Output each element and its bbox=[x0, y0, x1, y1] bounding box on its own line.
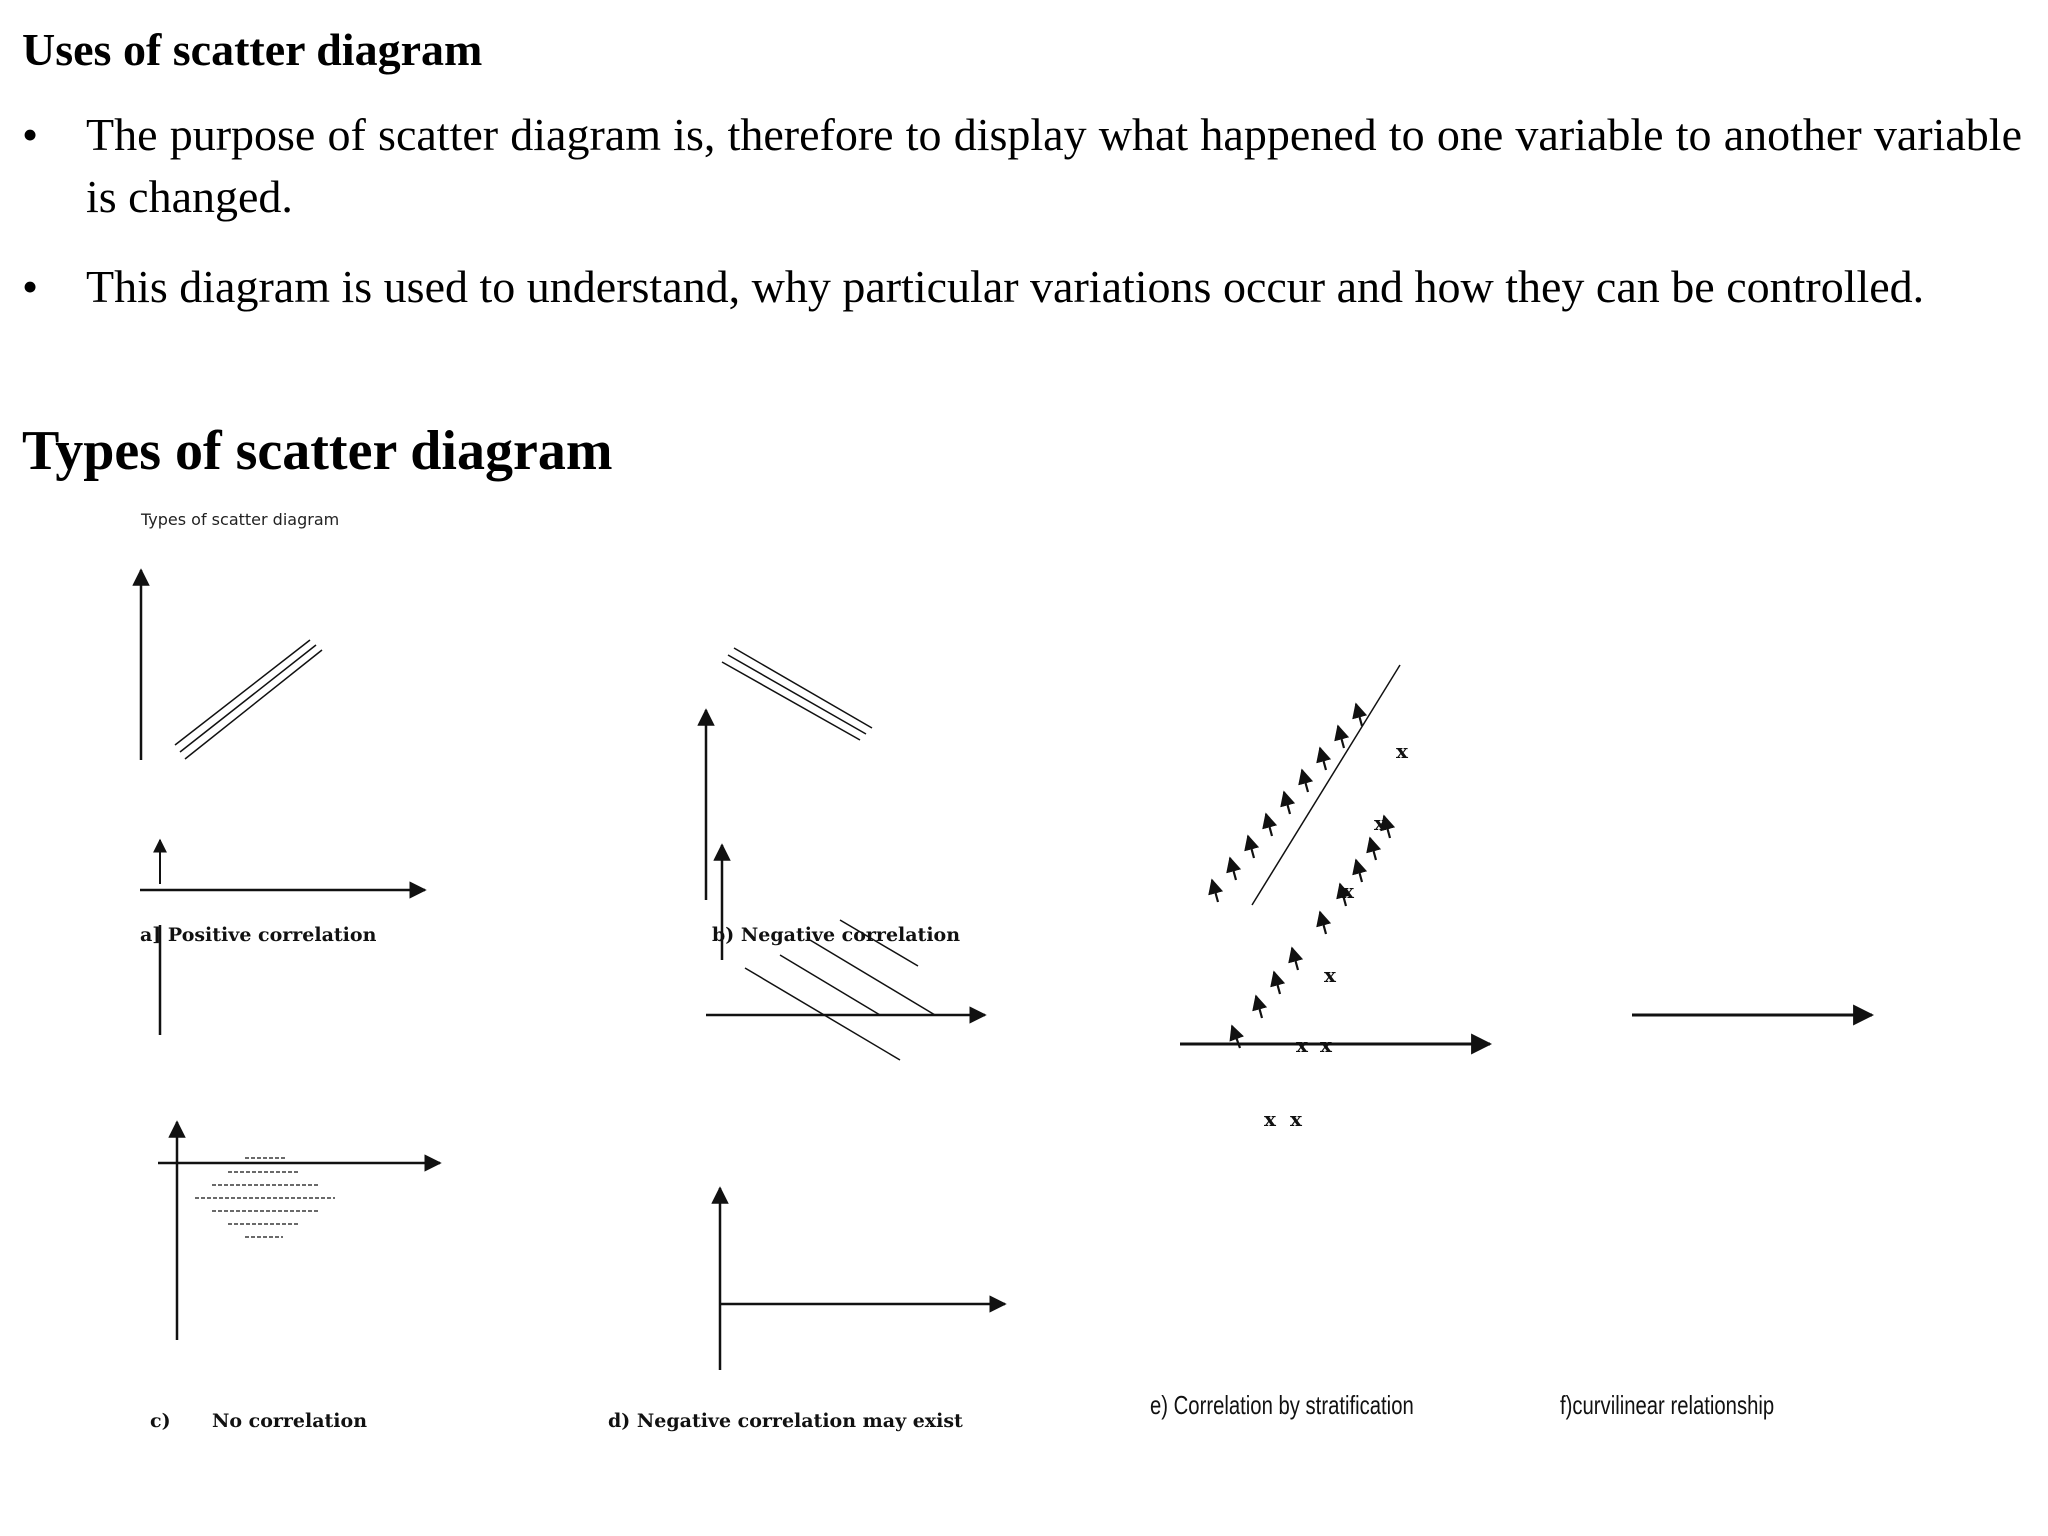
caption-d: d) Negative correlation may exist bbox=[608, 1410, 963, 1432]
heading-uses: Uses of scatter diagram bbox=[22, 24, 483, 75]
figure-title: Types of scatter diagram bbox=[141, 510, 340, 529]
caption-e: e) Correlation by stratification bbox=[1150, 1390, 1414, 1420]
panel-a-positive bbox=[140, 570, 425, 1035]
panel-e-upper-arrows bbox=[1212, 704, 1362, 902]
panel-b-negative bbox=[706, 648, 985, 1060]
scatter-types-figure bbox=[0, 500, 2048, 1500]
panel-c-points bbox=[195, 1158, 335, 1237]
bullet-item-1 bbox=[22, 104, 2022, 228]
x-marker: x bbox=[1290, 1107, 1302, 1131]
caption-c: No correlation bbox=[212, 1410, 368, 1432]
bullet-icon: • bbox=[22, 109, 39, 160]
panel-e-lower-arrows bbox=[1232, 816, 1390, 1048]
x-marker: x bbox=[1320, 1033, 1332, 1057]
panel-a-band bbox=[175, 640, 310, 745]
x-marker: x bbox=[1324, 963, 1336, 987]
caption-a: a] Positive correlation bbox=[140, 924, 377, 946]
scatter-diagrams-svg bbox=[0, 500, 2048, 1500]
panel-d-may-exist bbox=[720, 1188, 1005, 1370]
bullet-list bbox=[22, 104, 2022, 346]
panel-b-line bbox=[810, 940, 935, 1015]
panel-e-trend-line bbox=[1252, 665, 1400, 905]
panel-b-band bbox=[734, 648, 872, 728]
panel-b-band bbox=[728, 655, 866, 734]
panel-c-no-correlation bbox=[158, 1122, 440, 1340]
panel-a-band bbox=[185, 650, 322, 759]
caption-c-letter: c) bbox=[150, 1410, 171, 1432]
bullet-text-2: This diagram is used to understand, why particular variations occur and how they can be controlled. bbox=[86, 261, 1925, 312]
x-marker: x bbox=[1396, 739, 1408, 763]
panel-b-band bbox=[722, 662, 860, 740]
x-marker: x bbox=[1374, 811, 1386, 835]
heading-types: Types of scatter diagram bbox=[22, 420, 613, 482]
caption-b: b) Negative correlation bbox=[712, 924, 961, 946]
caption-f: f)curvilinear relationship bbox=[1560, 1390, 1775, 1420]
bullet-text-1: The purpose of scatter diagram is, therefore to display what happened to one variable to another variable is changed. bbox=[86, 109, 2022, 222]
panel-a-band bbox=[180, 645, 316, 752]
x-marker: x bbox=[1264, 1107, 1276, 1131]
bullet-item-2 bbox=[22, 256, 2022, 318]
x-marker: x bbox=[1296, 1033, 1308, 1057]
x-marker: x bbox=[1342, 879, 1354, 903]
bullet-icon: • bbox=[22, 261, 39, 312]
panel-e-stratification bbox=[1180, 665, 1490, 1048]
panel-b-line bbox=[780, 955, 880, 1015]
